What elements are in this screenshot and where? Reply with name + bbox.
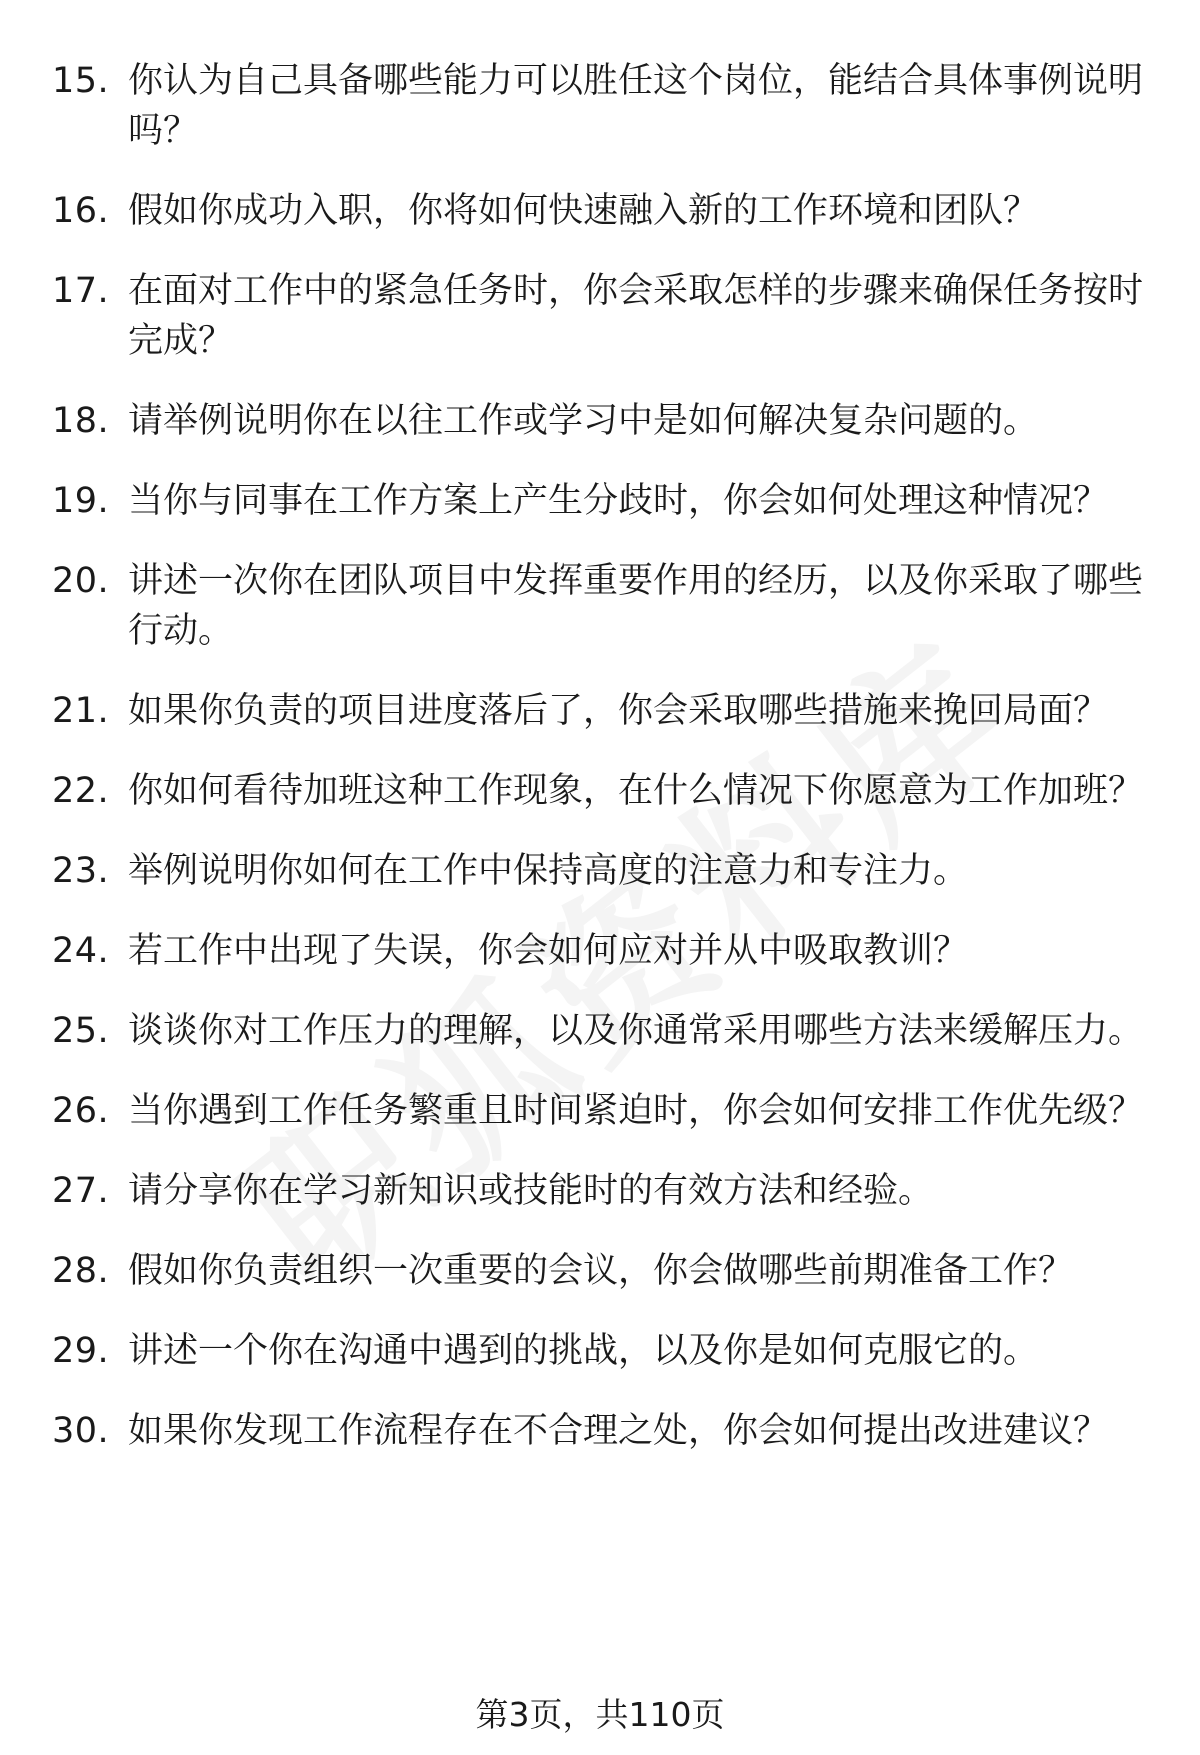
question-text: 举例说明你如何在工作中保持高度的注意力和专注力。	[128, 851, 969, 891]
question-text: 请举例说明你在以往工作或学习中是如何解决复杂问题的。	[128, 401, 1039, 441]
question-number: 22.	[52, 771, 110, 811]
question-number: 27.	[52, 1171, 110, 1211]
question-item	[52, 1166, 1152, 1216]
question-number: 20.	[52, 561, 110, 601]
question-number: 28.	[52, 1251, 110, 1291]
question-text: 讲述一个你在沟通中遇到的挑战，以及你是如何克服它的。	[128, 1331, 1039, 1371]
question-item	[52, 266, 1152, 366]
question-item	[52, 1086, 1152, 1136]
question-item	[52, 686, 1152, 736]
question-number: 19.	[52, 481, 110, 521]
question-number: 24.	[52, 931, 110, 971]
question-number: 25.	[52, 1011, 110, 1051]
question-item	[52, 926, 1152, 976]
question-item	[52, 1406, 1152, 1456]
question-number: 15.	[52, 61, 110, 101]
question-text: 在面对工作中的紧急任务时，你会采取怎样的步骤来确保任务按时完成？	[128, 271, 1144, 361]
question-item	[52, 1006, 1152, 1056]
question-item	[52, 186, 1152, 236]
question-item	[52, 396, 1152, 446]
question-item	[52, 1326, 1152, 1376]
question-text: 若工作中出现了失误，你会如何应对并从中吸取教训？	[128, 931, 969, 971]
question-number: 17.	[52, 271, 110, 311]
question-text: 当你遇到工作任务繁重且时间紧迫时，你会如何安排工作优先级？	[128, 1091, 1144, 1131]
question-number: 16.	[52, 191, 110, 231]
question-item	[52, 1246, 1152, 1296]
question-number: 21.	[52, 691, 110, 731]
question-text: 如果你负责的项目进度落后了，你会采取哪些措施来挽回局面？	[128, 691, 1109, 731]
question-text: 你认为自己具备哪些能力可以胜任这个岗位，能结合具体事例说明吗？	[128, 61, 1144, 151]
question-text: 请分享你在学习新知识或技能时的有效方法和经验。	[128, 1171, 934, 1211]
question-text: 如果你发现工作流程存在不合理之处，你会如何提出改进建议？	[128, 1411, 1109, 1451]
question-number: 18.	[52, 401, 110, 441]
question-item	[52, 766, 1152, 816]
question-text: 假如你负责组织一次重要的会议，你会做哪些前期准备工作？	[128, 1251, 1074, 1291]
page-footer: 第3页，共110页	[475, 1695, 725, 1734]
question-item	[52, 476, 1152, 526]
question-number: 26.	[52, 1091, 110, 1131]
question-item	[52, 846, 1152, 896]
question-text: 谈谈你对工作压力的理解，以及你通常采用哪些方法来缓解压力。	[128, 1011, 1144, 1051]
question-number: 23.	[52, 851, 110, 891]
question-text: 讲述一次你在团队项目中发挥重要作用的经历，以及你采取了哪些行动。	[128, 561, 1144, 651]
question-text: 你如何看待加班这种工作现象，在什么情况下你愿意为工作加班？	[128, 771, 1144, 811]
question-item	[52, 556, 1152, 656]
question-number: 30.	[52, 1411, 110, 1451]
question-item	[52, 56, 1152, 156]
question-text: 假如你成功入职，你将如何快速融入新的工作环境和团队？	[128, 191, 1039, 231]
question-number: 29.	[52, 1331, 110, 1371]
question-list	[52, 56, 1152, 1486]
question-text: 当你与同事在工作方案上产生分歧时，你会如何处理这种情况？	[128, 481, 1109, 521]
